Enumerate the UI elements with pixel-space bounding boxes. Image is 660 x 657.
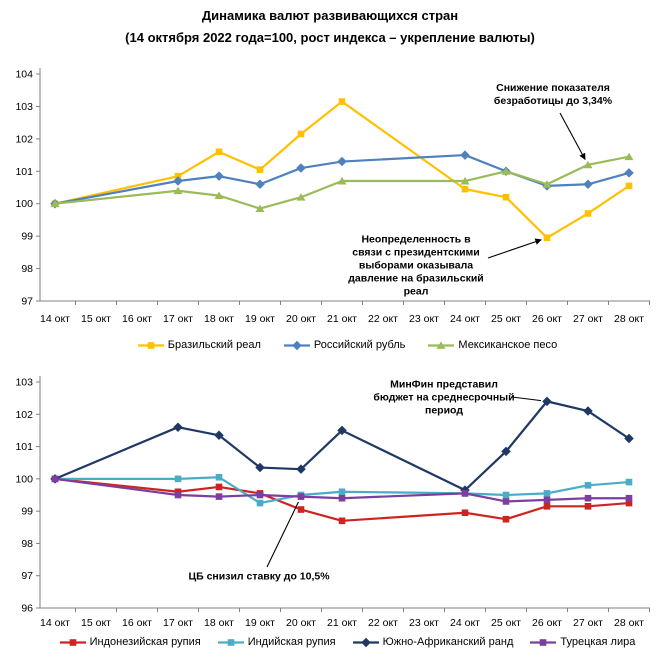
data-point xyxy=(175,476,182,483)
data-point xyxy=(257,492,264,499)
data-point xyxy=(462,490,469,497)
x-axis-label: 18 окт xyxy=(204,617,234,629)
annotation-line: безработицы до 3,34% xyxy=(493,95,613,107)
legend-marker-icon xyxy=(352,637,380,648)
data-point xyxy=(52,476,59,483)
legend-item xyxy=(137,339,261,351)
legend-label: Российский рубль xyxy=(313,339,406,351)
data-point xyxy=(585,210,592,217)
x-axis-label: 24 окт xyxy=(450,617,480,629)
data-point xyxy=(544,234,551,241)
y-axis-label: 101 xyxy=(15,441,33,454)
legend-item xyxy=(529,636,635,648)
y-axis-label: 97 xyxy=(21,295,33,308)
y-axis-label: 100 xyxy=(15,473,33,486)
x-axis-label: 28 окт xyxy=(614,313,644,325)
legend-label: Турецкая лира xyxy=(560,636,636,648)
data-point xyxy=(173,422,183,432)
x-axis-label: 20 окт xyxy=(286,617,316,629)
data-point xyxy=(626,495,633,502)
data-point xyxy=(540,639,547,646)
x-axis-label: 25 окт xyxy=(491,313,521,325)
data-point xyxy=(624,168,634,178)
data-point xyxy=(255,180,265,190)
x-axis-label: 22 окт xyxy=(368,313,398,325)
data-point xyxy=(462,509,469,516)
data-point xyxy=(69,639,76,646)
chart-annotation xyxy=(348,234,484,299)
data-point xyxy=(147,342,154,349)
data-point xyxy=(216,474,223,481)
x-axis-label: 15 окт xyxy=(81,617,111,629)
legend-label: Южно-Африканский ранд xyxy=(382,636,514,648)
x-axis-label: 24 окт xyxy=(450,313,480,325)
data-point xyxy=(361,637,371,647)
legend-item xyxy=(217,636,336,648)
annotation-line: Снижение показателя xyxy=(496,82,610,94)
x-axis-label: 25 окт xyxy=(491,617,521,629)
series-line xyxy=(55,102,629,238)
y-axis-label: 98 xyxy=(21,263,33,276)
x-axis-label: 23 окт xyxy=(409,617,439,629)
data-point xyxy=(216,149,223,156)
chart-annotation xyxy=(494,82,612,108)
data-point xyxy=(503,498,510,505)
annotation-line: выборами оказывала xyxy=(358,259,474,272)
annotation-line: ЦБ снизил ставку до 10,5% xyxy=(188,570,330,583)
annotation-line: реал xyxy=(403,285,429,298)
data-point xyxy=(339,518,346,525)
x-axis-label: 27 окт xyxy=(573,313,603,325)
data-point xyxy=(214,171,224,181)
data-point xyxy=(462,186,469,193)
data-point xyxy=(626,479,633,486)
data-point xyxy=(292,340,302,350)
x-axis-label: 27 окт xyxy=(573,617,603,629)
annotation-line: связи с президентскими xyxy=(352,246,480,259)
data-point xyxy=(337,157,347,167)
data-point xyxy=(298,131,305,138)
x-axis-label: 19 окт xyxy=(245,313,275,325)
annotation-arrow xyxy=(512,397,541,401)
data-point xyxy=(585,503,592,510)
x-axis-label: 17 окт xyxy=(163,313,193,325)
data-point xyxy=(585,482,592,489)
legend-marker-icon xyxy=(529,637,557,648)
annotation-line: период xyxy=(425,404,463,417)
data-point xyxy=(585,495,592,502)
y-axis-label: 98 xyxy=(21,537,33,550)
data-point xyxy=(339,495,346,502)
x-axis-label: 14 окт xyxy=(40,313,70,325)
legend-label: Индийская рупия xyxy=(247,636,336,648)
annotation-line: МинФин представил xyxy=(390,378,498,391)
legend-label: Индонезийская рупия xyxy=(89,636,201,648)
y-axis-label: 102 xyxy=(15,408,33,421)
top-chart-legend xyxy=(40,339,654,351)
legend-marker-icon xyxy=(59,637,87,648)
x-axis-label: 23 окт xyxy=(409,313,439,325)
y-axis-label: 103 xyxy=(15,100,33,113)
series-line xyxy=(55,401,629,490)
y-axis-label: 99 xyxy=(21,230,33,243)
x-axis-label: 20 окт xyxy=(286,313,316,325)
data-point xyxy=(544,503,551,510)
data-point xyxy=(626,183,633,190)
y-axis-label: 102 xyxy=(15,133,33,146)
legend-label: Бразильский реал xyxy=(167,339,261,351)
data-point xyxy=(460,150,470,160)
legend-item xyxy=(283,339,406,351)
data-point xyxy=(257,166,264,173)
data-point xyxy=(227,639,234,646)
chart-title-line1: Динамика валют развивающихся стран xyxy=(201,8,459,23)
data-point xyxy=(339,98,346,105)
chart-2 xyxy=(15,376,650,629)
chart-annotation xyxy=(188,571,329,584)
legend-item xyxy=(352,636,514,648)
bottom-chart-legend xyxy=(40,636,654,648)
x-axis-label: 21 окт xyxy=(327,617,357,629)
legend-marker-icon xyxy=(283,340,311,351)
chart-annotation xyxy=(373,379,514,418)
annotation-line: Неопределенность в xyxy=(361,233,471,246)
x-axis-label: 19 окт xyxy=(245,617,275,629)
legend-item xyxy=(427,339,557,351)
y-axis-label: 96 xyxy=(21,602,33,615)
data-point xyxy=(544,497,551,504)
data-point xyxy=(298,493,305,500)
legend-marker-icon xyxy=(217,637,245,648)
x-axis-label: 21 окт xyxy=(327,313,357,325)
annotation-line: бюджет на среднесрочный xyxy=(373,391,515,404)
x-axis-label: 28 окт xyxy=(614,617,644,629)
data-point xyxy=(503,492,510,499)
annotation-arrow xyxy=(267,502,298,567)
x-axis-label: 26 окт xyxy=(532,617,562,629)
x-axis-label: 17 окт xyxy=(163,617,193,629)
annotation-arrow xyxy=(488,240,541,258)
x-axis-label: 18 окт xyxy=(204,313,234,325)
data-point xyxy=(583,180,593,190)
data-point xyxy=(503,194,510,201)
data-point xyxy=(503,516,510,523)
legend-item xyxy=(59,636,201,648)
data-point xyxy=(298,506,305,513)
y-axis-label: 97 xyxy=(21,570,33,583)
legend-label: Мексиканское песо xyxy=(458,339,558,351)
legend-marker-icon xyxy=(137,340,165,351)
data-point xyxy=(175,492,182,499)
y-axis-label: 104 xyxy=(15,68,33,81)
y-axis-label: 99 xyxy=(21,505,33,518)
y-axis-label: 101 xyxy=(15,165,33,178)
x-axis-label: 16 окт xyxy=(122,617,152,629)
y-axis-label: 100 xyxy=(15,198,33,211)
chart-title-line2: (14 октября 2022 года=100, рост индекса – укрепление валюты) xyxy=(125,30,535,45)
x-axis-label: 15 окт xyxy=(81,313,111,325)
annotation-arrow xyxy=(560,113,585,160)
data-point xyxy=(296,163,306,173)
data-point xyxy=(216,484,223,491)
legend-marker-icon xyxy=(427,340,455,351)
annotation-line: давление на бразильский xyxy=(348,272,484,285)
data-point xyxy=(544,490,551,497)
y-axis-label: 103 xyxy=(15,376,33,389)
data-point xyxy=(339,488,346,495)
x-axis-label: 22 окт xyxy=(368,617,398,629)
data-point xyxy=(257,500,264,507)
x-axis-label: 26 окт xyxy=(532,313,562,325)
data-point xyxy=(216,493,223,500)
x-axis-label: 16 окт xyxy=(122,313,152,325)
x-axis-label: 14 окт xyxy=(40,617,70,629)
